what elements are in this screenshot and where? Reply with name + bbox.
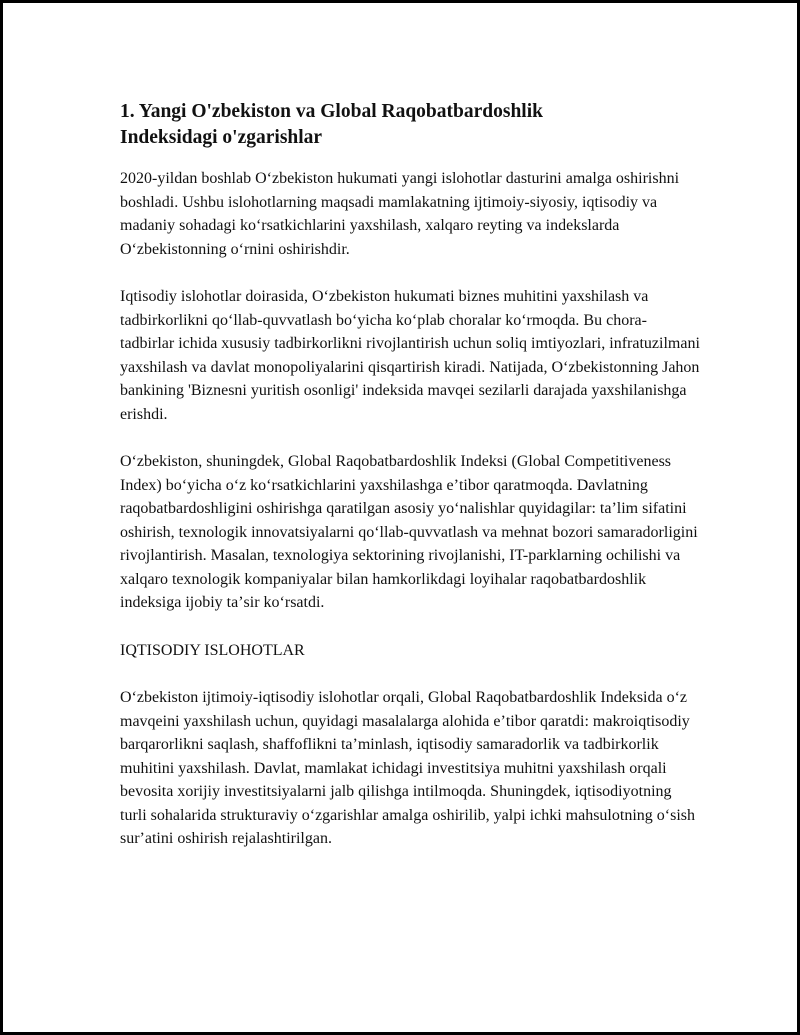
paragraph-intro: 2020-yildan boshlab Oʻzbekiston hukumati yangi islohotlar dasturini amalga oshirishni boshladi. Ushbu islohotlarning maqsadi mamlakatning ijtimoiy-siyosiy, iqtisodiy va madaniy sohadagi koʻrsatkichlarini yaxshilash, xalqaro reyting va indekslarda Oʻzbekistonning oʻrnini oshirishdir. — [120, 170, 680, 258]
document-heading-line-1: 1. Yangi O'zbekiston va Global Raqobatbardoshlik — [120, 101, 543, 122]
document-body — [120, 99, 700, 875]
paragraph-competitiveness-index: Oʻzbekiston, shuningdek, Global Raqobatbardoshlik Indeksi (Global Competitiveness Index) boʻyicha oʻz koʻrsatkichlarini yaxshilashga eʼtibor qaratmoqda. Davlatning raqobatbardoshligini oshirishga qaratilgan asosiy yoʻnalishlar quyidagilar: taʼlim sifatini oshirish, texnologik innovatsiyalarni qoʻllab-quvvatlash va mehnat bozori samaradorligini rivojlantirish. Masalan, texnologiya sektorining rivojlanishi, IT-parklarning ochilishi va xalqaro texnologik kompaniyalar bilan hamkorlikdagi loyihalar raqobatbardoshlik indeksiga ijobiy taʼsir koʻrsatdi. — [120, 453, 698, 611]
paragraph-economic-reforms: Iqtisodiy islohotlar doirasida, Oʻzbekiston hukumati biznes muhitini yaxshilash va tadbirkorlikni qoʻllab-quvvatlash boʻyicha koʻplab choralar koʻrmoqda. Bu chora-tadbirlar ichida xususiy tadbirkorlikni rivojlantirish uchun soliq imtiyozlari, infratuzilmani yaxshilash va davlat monopoliyalarini qisqartirish kiradi. Natijada, Oʻzbekistonning Jahon bankining 'Biznesni yuritish osonligi' indeksida mavqei sezilarli darajada yaxshilanishga erishdi. — [120, 288, 700, 423]
section-heading: IQTISODIY ISLOHOTLAR — [120, 641, 305, 659]
paragraph-socio-economic-reforms: Oʻzbekiston ijtimoiy-iqtisodiy islohotlar orqali, Global Raqobatbardoshlik Indeksida oʻz mavqeini yaxshilash uchun, quyidagi masalalarga alohida eʼtibor qaratdi: makroiqtisodiy barqarorlikni saqlash, shaffoflikni taʼminlash, iqtisodiy samaradorlik va tadbirkorlik muhitini yaxshilash. Davlat, mamlakat ichidagi investitsiya muhitni yaxshilash orqali bevosita xorijiy investitsiyalarni jalb qilishga intilmoqda. Shuningdek, iqtisodiyotning turli sohalarida strukturaviy oʻzgarishlar amalga oshirilib, yalpi ichki mahsulotning oʻsish surʼatini oshirish rejalashtirilgan. — [120, 689, 695, 847]
document-heading-line-2: Indeksidagi o'zgarishlar — [120, 127, 323, 148]
document-heading — [120, 99, 700, 151]
